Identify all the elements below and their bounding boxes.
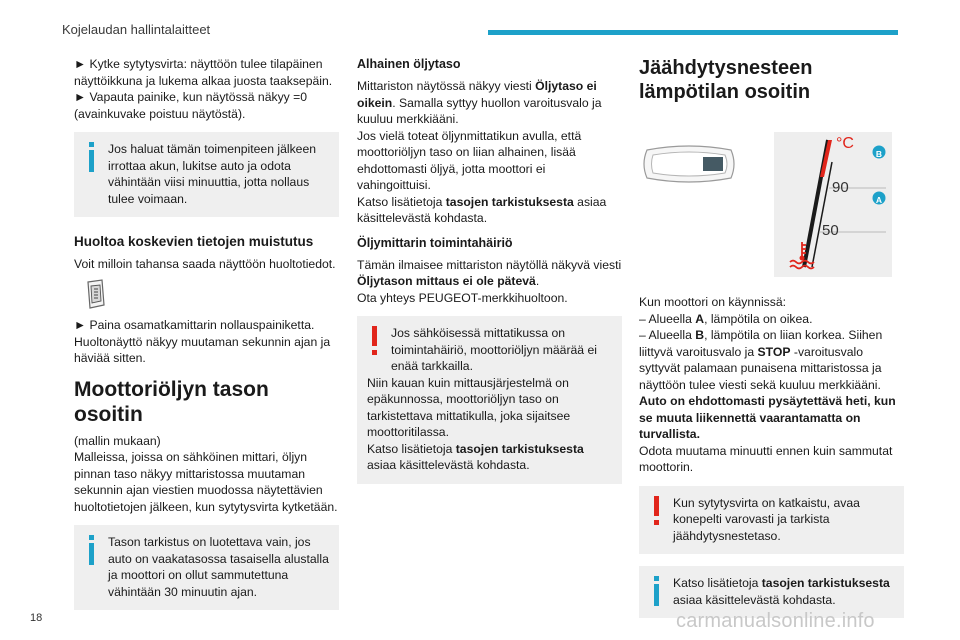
wait-instruction: Odota muutama minuutti ennen kuin sammutat moottorin. <box>639 443 893 474</box>
column-middle <box>357 56 622 484</box>
info-note-text: Jos haluat tämän toimenpiteen jälkeen irrottaa akun, lukitse auto ja odota vähintään viisi minuuttia, jotta nollaus tulee voimaan. <box>108 142 316 206</box>
reset-button-icon <box>74 273 339 318</box>
fault-contact-text: Ota yhteys PEUGEOT-merkkihuoltoon. <box>357 290 568 305</box>
gauge-label-90: 90 <box>832 179 849 196</box>
low-oil-text: Mittariston näytössä näkyy viesti Öljytaso ei oikein. Samalla syttyy huollon varoitusvalo ja kuuluu merkkiääni. <box>357 79 602 126</box>
info-icon <box>651 576 661 606</box>
info-icon <box>86 142 96 172</box>
page-number: 18 <box>30 612 43 624</box>
warning-note-text: Jos sähköisessä mittatikussa on toimintahäiriö, moottoriöljyn määrää ei enää tarkkailla. <box>391 326 597 373</box>
fault-text: Tämän ilmaisee mittariston näytöllä näkyvä viesti Öljytason mittaus ei ole pätevä. <box>357 257 622 288</box>
coolant-gauge-illustration <box>774 132 892 277</box>
marker-a: A <box>875 194 883 205</box>
low-oil-dipstick-text: Jos vielä toteat öljynmittatikun avulla, että moottoriöljyn taso on liian alhainen, lisää ehdottomasti öljyä, jotta moottori ei vahingoittuisi. <box>357 128 582 192</box>
info-note-text: Tason tarkistus on luotettava vain, jos auto on vaakatasossa tasaisella alustalla ja moottori on ollut sammutettuna vähintään 30 minuutin ajan. <box>108 535 329 599</box>
zone-a-text: – Alueella A, lämpötila on oikea. <box>639 311 813 326</box>
coolant-figures <box>639 132 904 282</box>
heading-oil-gauge-fault: Öljymittarin toimintahäiriö <box>357 235 513 250</box>
info-note-battery <box>74 132 339 217</box>
warning-note-text-2: Niin kauan kuin mittausjärjestelmä on epäkunnossa, moottoriöljyn taso on tarkistettava mittatikulla, joka sijaitsee moottoritilassa. <box>367 375 571 439</box>
column-right <box>639 56 904 618</box>
service-display-text: Huoltonäyttö näkyy muutaman sekunnin ajan ja häviää sitten. <box>74 334 331 365</box>
info-note-level-check <box>74 525 339 610</box>
info-note-reference: Katso lisätietoja tasojen tarkistuksesta asiaa käsittelevästä kohdasta. <box>673 576 890 607</box>
zone-b-text: – Alueella B, lämpötila on liian korkea. Siihen liittyvä varoitusvalo ja STOP -varoitusvalo syttyvät palamaan punaisena mittaristossa ja näyttöön tulee viesti sekä kuuluu merkkiääni. <box>639 328 883 392</box>
gauge-bar-illustration <box>639 142 739 191</box>
column-left <box>74 56 339 610</box>
engine-running-text: Kun moottori on käynnissä: <box>639 295 787 309</box>
warning-note-coolant <box>639 486 904 555</box>
instruction-release: ► Vapauta painike, kun näytössä näkyy =0 (avainkuvake poistuu näytöstä). <box>74 90 308 121</box>
warning-icon <box>651 496 661 526</box>
service-text: Voit milloin tahansa saada näyttöön huoltotiedot. <box>74 257 336 271</box>
watermark: carmanualsonline.info <box>676 610 875 632</box>
warning-icon <box>369 326 379 356</box>
instruction-press-reset: ► Paina osamatkamittarin nollauspainiketta. <box>74 318 315 332</box>
warning-note-oil-gauge <box>357 316 622 484</box>
instruction-ignition: ► Kytke sytytysvirta: näyttöön tulee tilapäinen näyttöikkuna ja lukema alkaa juosta taaksepäin. <box>74 57 333 88</box>
low-oil-reference: Katso lisätietoja tasojen tarkistuksesta asiaa käsittelevästä kohdasta. <box>357 194 607 225</box>
warning-note-text: Kun sytytysvirta on katkaistu, avaa konepelti varovasti ja tarkista jäähdytysnestetaso. <box>673 495 860 543</box>
marker-b: B <box>875 148 883 159</box>
stop-instruction: Auto on ehdottomasti pysäytettävä heti, kun se muuta liikennettä vaarantamatta on turvallista. <box>639 394 896 441</box>
heading-oil-level: Moottoriöljyn tason osoitin <box>74 377 269 426</box>
model-note: (mallin mukaan) <box>74 433 161 448</box>
heading-coolant-temperature: Jäähdytysnesteen lämpötilan osoitin <box>639 57 813 103</box>
page-header-title: Kojelaudan hallintalaitteet <box>62 22 211 37</box>
oil-level-text: Malleissa, joissa on sähköinen mittari, öljyn pinnan taso näkyy mittaristossa muutaman sekunnin ajan viestien muodossa näytettävien huoltotietojen jälkeen, kun sytytysvirta kytketään. <box>74 450 338 514</box>
info-icon <box>86 535 96 565</box>
heading-low-oil: Alhainen öljytaso <box>357 57 461 71</box>
header-accent-bar <box>488 30 898 35</box>
gauge-label-50: 50 <box>822 222 839 239</box>
warning-note-reference: Katso lisätietoja tasojen tarkistuksesta asiaa käsittelevästä kohdasta. <box>367 441 584 472</box>
heading-service-reminder: Huoltoa koskevien tietojen muistutus <box>74 234 314 249</box>
gauge-unit-label: °C <box>836 135 854 152</box>
